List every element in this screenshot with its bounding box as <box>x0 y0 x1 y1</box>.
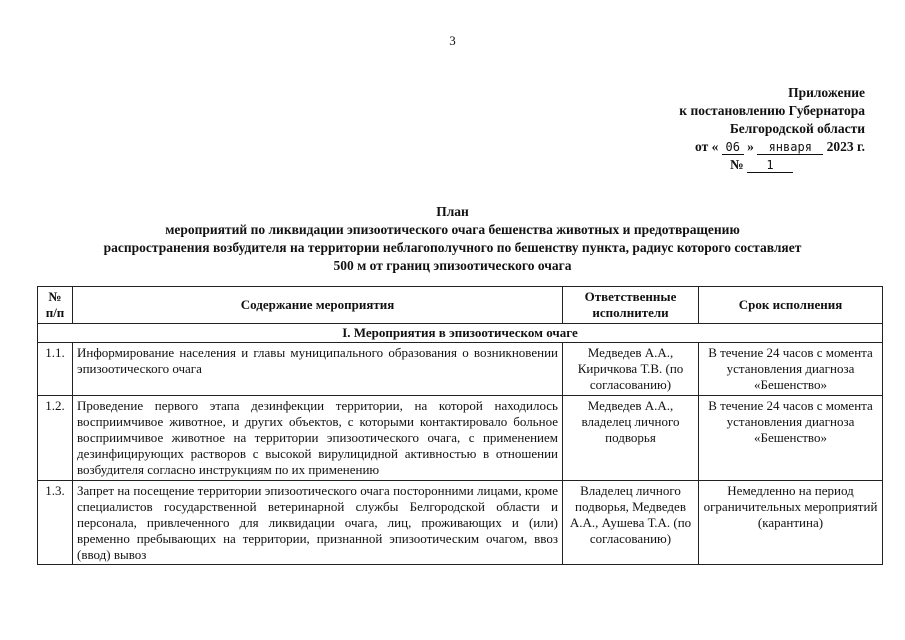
plan-title <box>40 203 865 275</box>
section-title: I. Мероприятия в эпизоотическом очаге <box>38 324 883 343</box>
header-term: Срок исполнения <box>699 287 883 324</box>
plan-table <box>37 286 883 565</box>
date-year: 2023 г. <box>826 139 865 154</box>
table-row <box>38 396 883 481</box>
table-row <box>38 343 883 396</box>
row-number: 1.2. <box>38 396 73 481</box>
header-content: Содержание мероприятия <box>73 287 563 324</box>
table-header-row <box>38 287 883 324</box>
section-row <box>38 324 883 343</box>
plan-title-line-1: мероприятий по ликвидации эпизоотического очага бешенства животных и предотвращению <box>165 222 740 237</box>
row-executors: Владелец личного подворья, Медведев А.А., Аушева Т.А. (по согласованию) <box>563 481 699 565</box>
page-number: 3 <box>449 33 456 48</box>
row-term: В течение 24 часов с момента установления диагноза «Бешенство» <box>699 343 883 396</box>
date-prefix: от « <box>695 139 719 154</box>
appendix-block <box>605 84 865 174</box>
date-day: 06 <box>722 140 744 155</box>
table-row <box>38 481 883 565</box>
plan-title-line-3: 500 м от границ эпизоотического очага <box>333 258 572 273</box>
plan-title-heading: План <box>436 204 469 219</box>
row-number: 1.1. <box>38 343 73 396</box>
plan-title-line-2: распространения возбудителя на территории неблагополучного по бешенству пункта, радиус которого составляет <box>103 240 802 255</box>
row-term: Немедленно на период ограничительных мероприятий (карантина) <box>699 481 883 565</box>
appendix-line-region: Белгородской области <box>729 121 865 136</box>
header-number: № п/п <box>38 287 73 324</box>
number-label: № <box>730 157 744 172</box>
date-mid: » <box>747 139 754 154</box>
row-executors: Медведев А.А., владелец личного подворья <box>563 396 699 481</box>
appendix-title: Приложение <box>788 85 865 100</box>
number-value: 1 <box>747 158 793 173</box>
row-number: 1.3. <box>38 481 73 565</box>
row-content: Запрет на посещение территории эпизоотического очага посторонними лицами, кроме специалистов государственной ветеринарной службы Белгородской области и персонала, привлеченного для ликвидации очага, лиц, проживающих и (или) временно пребывающих на территории, признанной эпизоотическим очагом, ввоз (ввод) вывоз <box>77 483 558 562</box>
row-content: Проведение первого этапа дезинфекции территории, на которой находилось восприимчивое животное, и других объектов, с которыми контактировало больное восприимчивое животное на территории эпизоотического очага, с применением дезинфицирующих растворов с высокой вирулицидной активностью в отношении возбудителя согласно инструкциям по их применению <box>73 396 563 481</box>
appendix-date <box>605 138 865 156</box>
header-executors: Ответственные исполнители <box>563 287 699 324</box>
row-term: В течение 24 часов с момента установления диагноза «Бешенство» <box>699 396 883 481</box>
appendix-number <box>605 156 793 174</box>
row-content: Информирование населения и главы муниципального образования о возникновении эпизоотического очага <box>73 343 563 396</box>
appendix-line-decree: к постановлению Губернатора <box>679 103 865 118</box>
date-month: января <box>757 140 823 155</box>
row-executors: Медведев А.А., Киричкова Т.В. (по согласованию) <box>563 343 699 396</box>
